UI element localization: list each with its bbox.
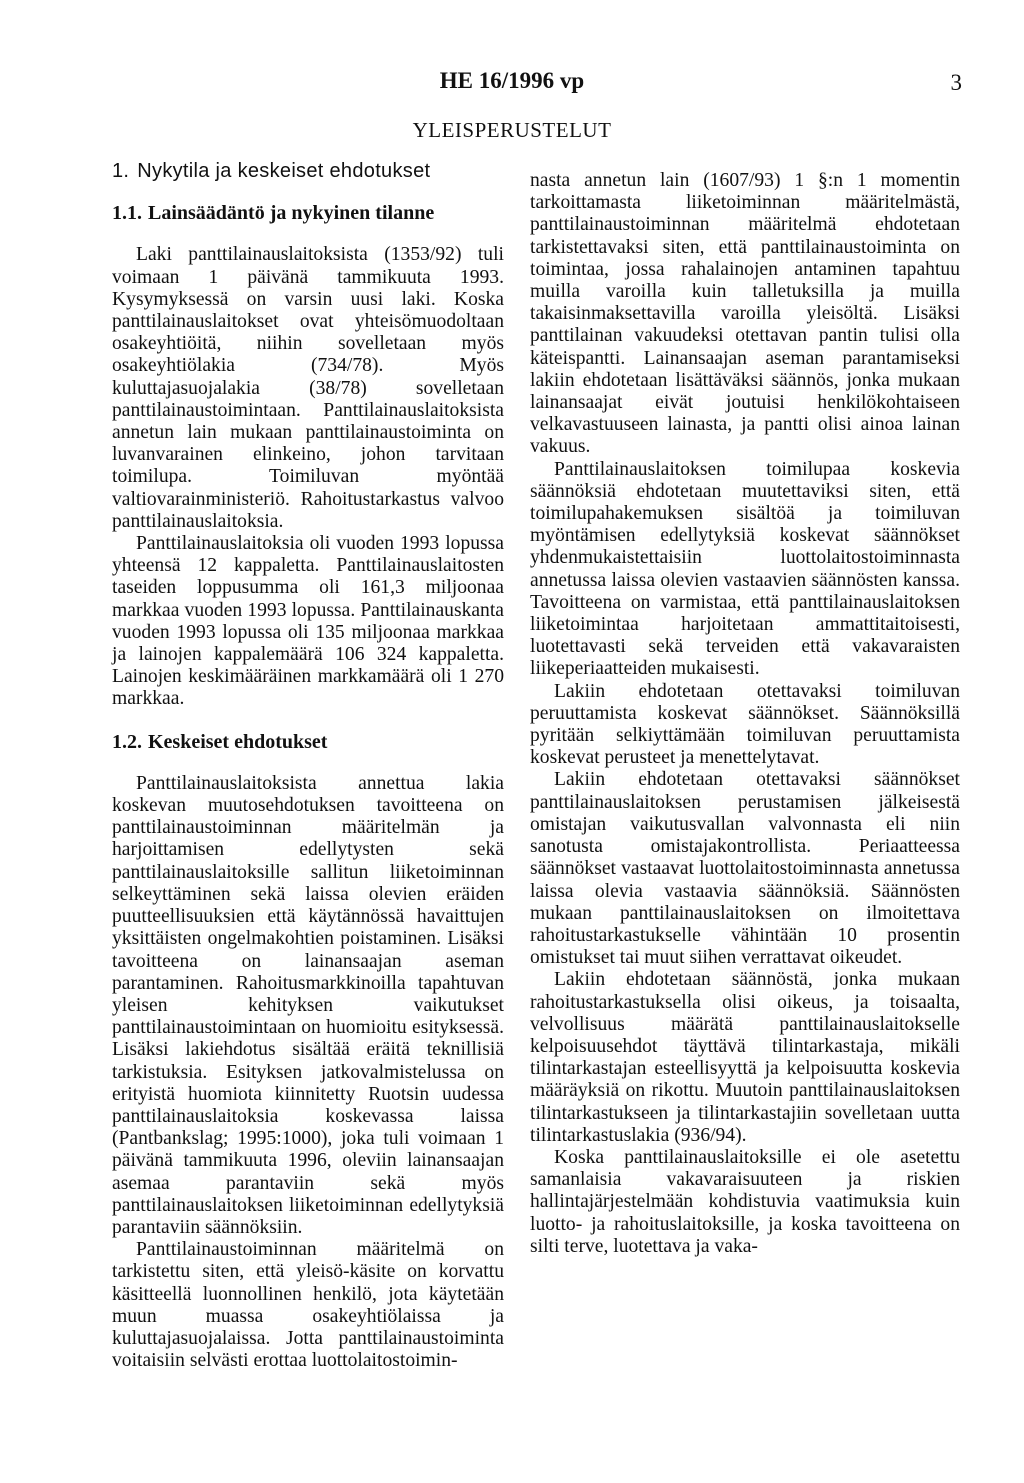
heading-1-1-text: Lainsäädäntö ja nykyinen tilanne: [148, 202, 435, 225]
heading-1-1: [112, 202, 504, 224]
paragraph: Panttilainaustoiminnan määritelmä on tarkistettu siten, että yleisö-käsite on korvattu käsitteellä luonnollinen henkilö, jota käytetään muun muassa osakeyhtiölaissa ja kuluttajasuojalaissa. Jotta panttilainaustoiminta voitaisiin selvästi erottaa luottolaitostoimin-: [112, 1239, 504, 1372]
heading-1-1-number: 1.1.: [112, 202, 142, 225]
heading-1-2-number: 1.2.: [112, 730, 142, 753]
paragraph: nasta annetun lain (1607/93) 1 §:n 1 momentin tarkoittamasta liiketoiminnan määritelmästä, panttilainaustoiminnan määritelmä ehdotetaan tarkistettavaksi siten, että panttilainaustoiminta on toimintaa, jossa rahalainojen antaminen tapahtuu muilla varoilla kuin talletuksilla ja muilla takaisinmaksettavilla varoilla yleisöltä. Lisäksi panttilainan vakuudeksi otettavan pantin tulisi olla käteispantti. Lainansaajan aseman parantamiseksi lakiin ehdotetaan lisättäväksi säännös, jonka mukaan lainansaajat eivät joutuisi henkilökohtaiseen velkavastuuseen lainasta, ja pantti olisi ainoa lainan vakuus.: [530, 170, 960, 458]
paragraph: Lakiin ehdotetaan säännöstä, jonka mukaan rahoitustarkastuksella olisi oikeus, ja toisaalta, velvollisuus määrätä panttilainauslaitokselle kelpoisuusehdot täyttävä tilintarkastaja, mikäli tilintarkastajan esteellisyyttä ja kelpoisuutta koskevia määräyksiä on rikottu. Muutoin panttilainauslaitoksen tilintarkastukseen ja tilintarkastajiin sovelletaan uutta tilintarkastuslakia (936/94).: [530, 969, 960, 1146]
paragraph: Lakiin ehdotetaan otettavaksi säännökset panttilainauslaitoksen perustamisen jälkeisestä omistajan vaikutusvallan valvonnasta eli niin sanotusta omistajakontrollista. Periaatteessa säännökset vastaavat luottolaitostoiminnasta annetussa laissa olevia vastaavia säännöksiä. Säännösten mukaan panttilainauslaitoksen on ilmoitettava rahoitustarkastukselle vähintään 10 prosentin omistukset tai muut siihen verrattavat oikeudet.: [530, 769, 960, 969]
heading-1-2: [112, 731, 504, 753]
heading-1-number: 1.: [112, 160, 130, 182]
heading-1: [112, 160, 504, 182]
left-column: [112, 160, 504, 1372]
page-number: 3: [950, 70, 962, 95]
page-header-title: HE 16/1996 vp: [439, 68, 585, 93]
right-column: [530, 170, 960, 1258]
paragraph: Panttilainauslaitoksen toimilupaa koskevia säännöksiä ehdotetaan muutettaviksi siten, että toimilupahakemuksen sisältöä ja toimiluvan myöntämisen edellytyksiä koskevat säännökset yhdenmukaistettaisiin luottolaitostoiminnasta annetussa laissa olevien vastaavien säännösten kanssa. Tavoitteena on varmistaa, että panttilainauslaitoksen liiketoimintaa harjoitetaan ammattitaitoisesti, luotettavasti sekä terveiden että vakavaraisten liikeperiaatteiden mukaisesti.: [530, 458, 960, 680]
paragraph: Panttilainauslaitoksia oli vuoden 1993 lopussa yhteensä 12 kappaletta. Panttilainauslaitosten taseiden loppusumma oli 161,3 miljoonaa markkaa vuoden 1993 lopussa. Panttilainauskanta vuoden 1993 lopussa oli 135 miljoonaa markkaa ja lainojen kappalemäärä 106 324 kappaletta. Lainojen keskimääräinen markkamäärä oli 1 270 markkaa.: [112, 533, 504, 710]
paragraph: Panttilainauslaitoksista annettua lakia koskevan muutosehdotuksen tavoitteena on panttilainaustoiminnan määritelmän ja harjoittamisen edellytysten sekä panttilainauslaitoksille sallitun liiketoiminnan selkeyttäminen sekä laissa olevien eräiden puutteellisuuksien että käytännössä havaittujen yksittäisten ongelmakohtien poistaminen. Lisäksi tavoitteena on lainansaajan aseman parantaminen. Rahoitusmarkkinoilla tapahtuvan yleisen kehityksen vaikutukset panttilainaustoimintaan on huomioitu esityksessä. Lisäksi lakiehdotus sisältää eräitä teknillisiä tarkistuksia. Esityksen jatkovalmistelussa on erityistä huomiota kiinnitetty Ruotsin uudessa panttilainauslaitoksia koskevassa laissa (Pantbankslag; 1995:1000), joka tuli voimaan 1 päivänä tammikuuta 1996, oleviin lainansaajan asemaa parantaviin sekä myös panttilainauslaitoksen liiketoiminnan edellytyksiä parantaviin säännöksiin.: [112, 772, 504, 1238]
heading-1-2-text: Keskeiset ehdotukset: [148, 730, 328, 753]
heading-1-text: Nykytila ja keskeiset ehdotukset: [137, 160, 431, 182]
paragraph: Laki panttilainauslaitoksista (1353/92) tuli voimaan 1 päivänä tammikuuta 1993. Kysymyksessä on varsin uusi laki. Koska panttilainauslaitokset ovat yhteisömuodoltaan osakeyhtiöitä, niihin sovelletaan myös osakeyhtiölakia (734/78). Myös kuluttajasuojalakia (38/78) sovelletaan panttilainaustoimintaan. Panttilainauslaitoksista annetun lain mukaan panttilainaustoiminta on luvanvarainen elinkeino, johon tarvitaan toimilupa. Toimiluvan myöntää valtiovarainministeriö. Rahoitustarkastus valvoo panttilainauslaitoksia.: [112, 244, 504, 532]
paragraph: Koska panttilainauslaitoksille ei ole asetettu samanlaisia vakavaraisuuteen ja riskien hallintajärjestelmään kohdistuvia vaatimuksia kuin luotto- ja rahoituslaitoksille, ja koska tavoitteena on silti terve, luotettava ja vaka-: [530, 1146, 960, 1257]
paragraph: Lakiin ehdotetaan otettavaksi toimiluvan peruuttamista koskevat säännökset. Säännöksillä pyritään selkiyttämään toimiluvan peruuttamista koskevat perusteet ja menettelytavat.: [530, 680, 960, 769]
section-title: YLEISPERUSTELUT: [412, 118, 612, 142]
